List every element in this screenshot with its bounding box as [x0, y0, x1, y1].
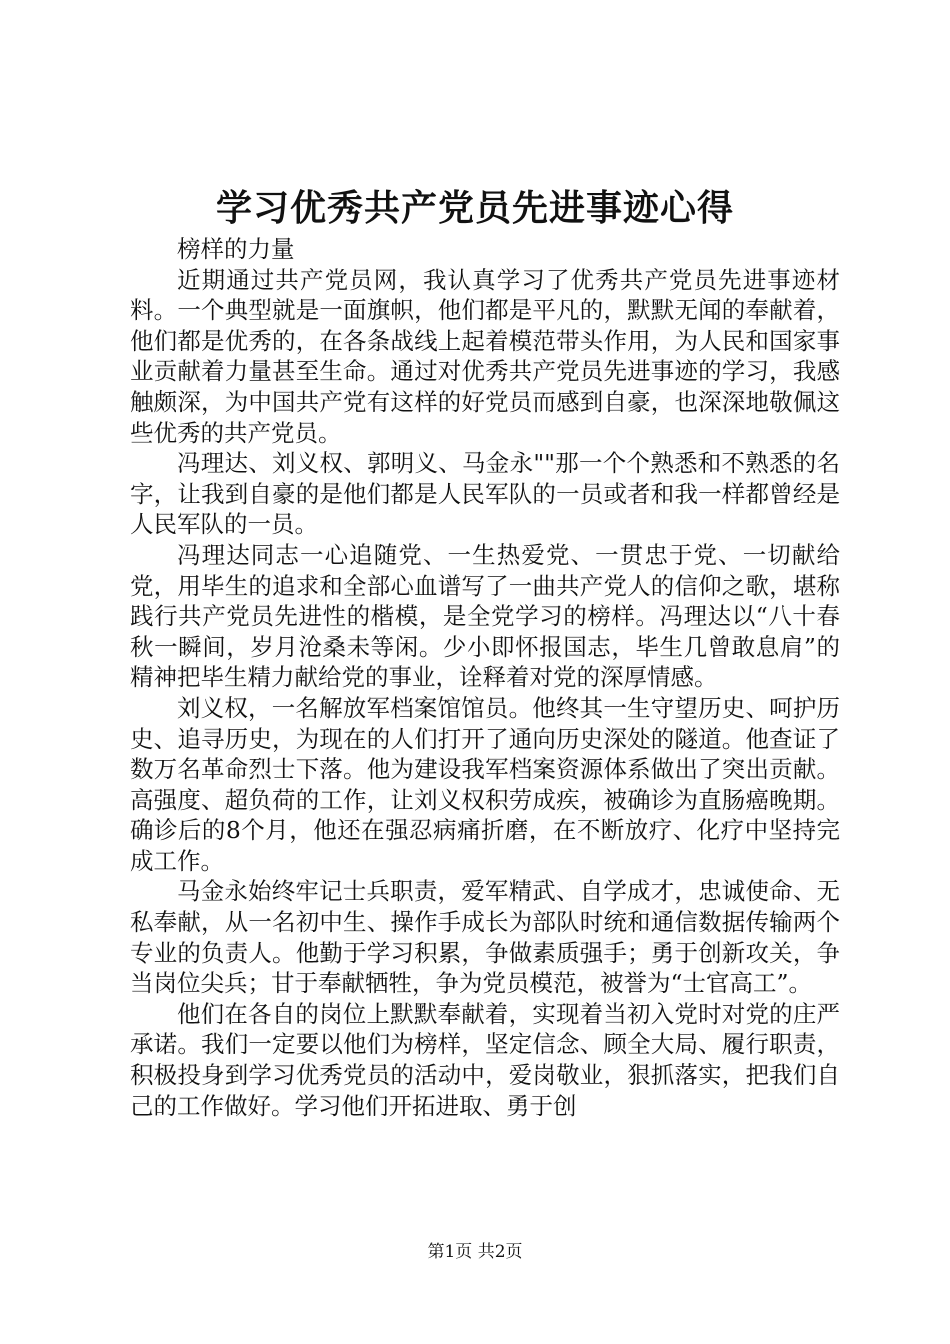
- paragraph-feng-lida: 冯理达同志一心追随党、一生热爱党、一贯忠于党、一切献给党，用毕生的追求和全部心血谱写了一曲共产党人的信仰之歌，堪称践行共产党员先进性的楷模，是全党学习的榜样。冯理达以“八十春秋一瞬间，岁月沧桑未等闲。少小即怀报国志，毕生几曾敢息肩”的精神把毕生精力献给党的事业，诠释着对党的深厚情感。: [130, 540, 840, 692]
- paragraph-ma-jinyong: 马金永始终牢记士兵职责，爱军精武、自学成才，忠诚使命、无私奉献，从一名初中生、操作手成长为部队时统和通信数据传输两个专业的负责人。他勤于学习积累，争做素质强手；勇于创新攻关，争当岗位尖兵；甘于奉献牺牲，争为党员模范，被誉为“士官高工”。: [130, 877, 840, 998]
- paragraph-liu-yiquan: 刘义权，一名解放军档案馆馆员。他终其一生守望历史、呵护历史、追寻历史，为现在的人们打开了通向历史深处的隧道。他查证了数万名革命烈士下落。他为建设我军档案资源体系做出了突出贡献。高强度、超负荷的工作，让刘义权积劳成疾，被确诊为直肠癌晚期。确诊后的8个月，他还在强忍病痛折磨，在不断放疗、化疗中坚持完成工作。: [130, 693, 840, 875]
- page-footer: 第1页 共2页: [427, 1242, 523, 1262]
- paragraph-subtitle: 榜样的力量: [177, 235, 295, 263]
- paragraph-names: 冯理达、刘义权、郭明义、马金永""那一个个熟悉和不熟悉的名字，让我到自豪的是他们都是人民军队的一员或者和我一样都曾经是人民军队的一员。: [130, 449, 840, 539]
- document-body: [130, 234, 840, 1121]
- document-title: 学习优秀共产党员先进事迹心得: [215, 187, 734, 229]
- paragraph-intro: 近期通过共产党员网，我认真学习了优秀共产党员先进事迹材料。一个典型就是一面旗帜，他们都是平凡的，默默无闻的奉献着，他们都是优秀的，在各条战线上起着模范带头作用，为人民和国家事业贡献着力量甚至生命。通过对优秀共产党员先进事迹的学习，我感触颇深，为中国共产党有这样的好党员而感到自豪，也深深地敬佩这些优秀的共产党员。: [130, 265, 840, 447]
- paragraph-conclusion: 他们在各自的岗位上默默奉献着，实现着当初入党时对党的庄严承诺。我们一定要以他们为榜样，坚定信念、顾全大局、履行职责，积极投身到学习优秀党员的活动中，爱岗敬业，狠抓落实，把我们自己的工作做好。学习他们开拓进取、勇于创: [130, 999, 840, 1120]
